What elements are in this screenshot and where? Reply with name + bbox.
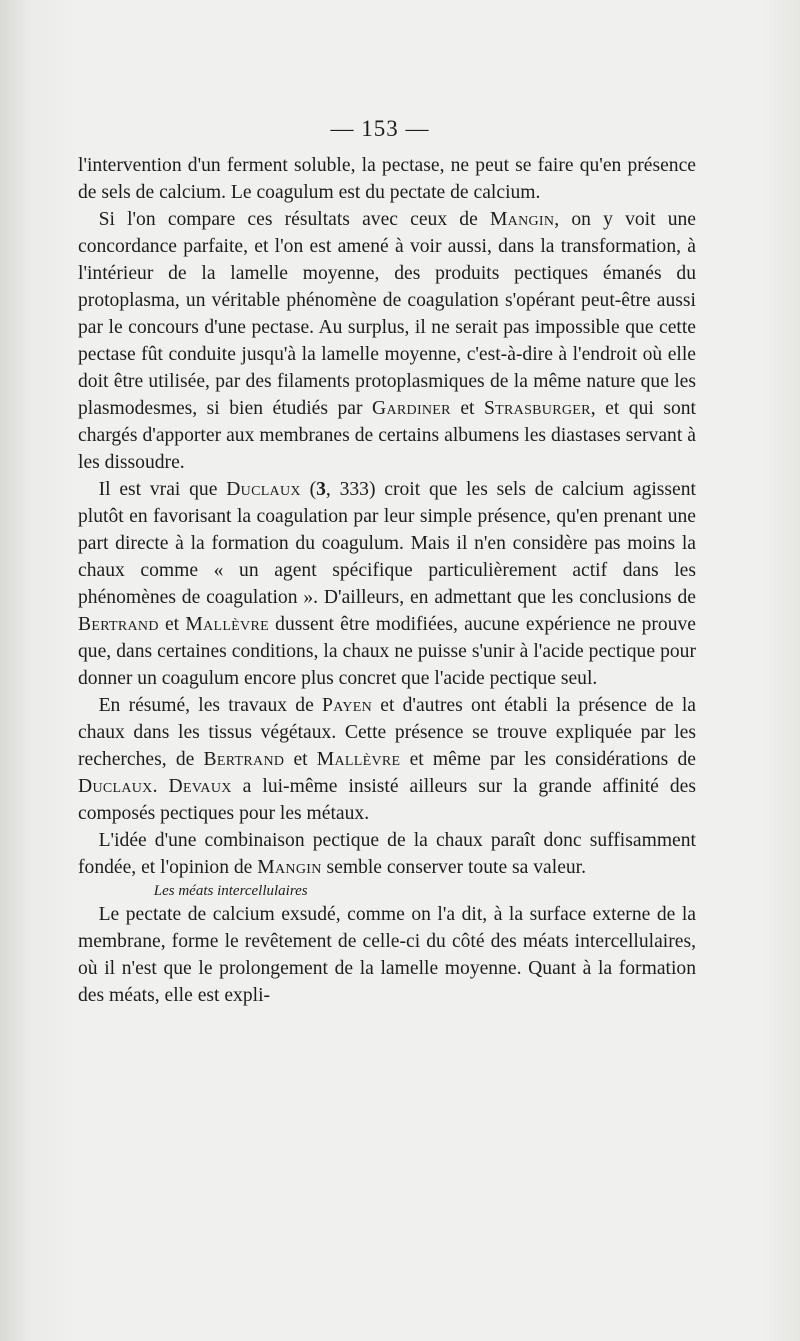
paragraph-1: l'intervention d'un ferment soluble, la pectase, ne peut se faire qu'en présence de sels de calcium. Le coagulum est du pectate de calcium. — [78, 155, 696, 203]
text-run: , et qui sont chargés d'apporter aux membranes de certains albumens les diastases servant à les dissoudre. — [78, 398, 697, 473]
paragraph-5 — [78, 827, 696, 881]
paragraph-3 — [78, 476, 696, 692]
author-name: Duclaux — [226, 479, 301, 500]
text-run: Il est vrai que — [98, 479, 227, 500]
text-run: et — [450, 398, 484, 419]
text-run: ( — [300, 479, 317, 500]
text-run: En résumé, les travaux de — [98, 695, 323, 716]
text-run: L'idée d'une combinaison pectique de la chaux paraît donc suffisamment fondée, et l'opinion de — [78, 830, 696, 878]
author-name: Mangin — [489, 209, 555, 230]
text-run: , 333) croit que les sels de calcium agissent plutôt en favorisant la coagulation par leur simple présence, qu'en prenant une part directe à la formation du coagulum. Mais il n'en considère pas moins la chaux comme « un agent spécifique particulièrement actif dans les phénomènes de coagulation ». D'ailleurs, en admettant que les conclusions de — [78, 479, 696, 608]
page-number: — 153 — — [330, 116, 430, 141]
author-name: Devaux — [168, 776, 232, 797]
body-text — [78, 152, 696, 1009]
text-run: et même par les considérations de — [400, 749, 696, 770]
author-name: Bertrand — [203, 749, 285, 770]
author-name: Mallèvre — [316, 749, 401, 770]
text-run: et d'autres ont établi la présence de la chaux dans les tissus végétaux. Cette présence se trouve expliquée par les recherches, de — [78, 695, 697, 770]
reference-number: 3 — [316, 479, 326, 500]
text-run: et — [158, 614, 186, 635]
text-run: semble conserver toute sa valeur. — [321, 857, 587, 878]
author-name: Mangin — [257, 857, 322, 878]
text-run: et — [284, 749, 317, 770]
text-run: a lui-même insisté ailleurs sur la grande affinité des composés pectiques pour les métaux. — [78, 776, 696, 824]
section-heading: Les méats intercellulaires — [153, 883, 308, 899]
text-run: . — [152, 776, 169, 797]
author-name: Strasburger — [483, 398, 591, 419]
paragraph-6: Le pectate de calcium exsudé, comme on l'a dit, à la surface externe de la membrane, forme le revêtement de celle-ci du côté des méats intercellulaires, où il n'est que le prolongement de la lamelle moyenne. Quant à la formation des méats, elle est expli- — [78, 904, 696, 1006]
author-name: Payen — [322, 695, 373, 716]
author-name: Mallèvre — [185, 614, 269, 635]
paragraph-2 — [78, 206, 696, 476]
text-run: , on y voit une concordance parfaite, et l'on est amené à voir aussi, dans la transformation, à l'intérieur de la lamelle moyenne, des produits pectiques émanés du protoplasma, un véritable phénomène de coagulation s'opérant peut-être aussi par le concours d'une pectase. Au surplus, il ne serait pas impossible que cette pectase fût conduite jusqu'à la lamelle moyenne, c'est-à-dire à l'endroit où elle doit être utilisée, par des filaments protoplasmiques de la même nature que les plasmodesmes, si bien étudiés par — [78, 209, 697, 419]
text-run: dussent être modifiées, aucune expérience ne prouve que, dans certaines conditions, la chaux ne puisse s'unir à l'acide pectique pour donner un coagulum encore plus concret que l'acide pectique seul. — [78, 614, 697, 689]
author-name: Gardiner — [372, 398, 451, 419]
paragraph-4 — [78, 692, 696, 827]
author-name: Bertrand — [78, 614, 159, 635]
text-run: Si l'on compare ces résultats avec ceux de — [98, 209, 490, 230]
author-name: Duclaux — [78, 776, 153, 797]
